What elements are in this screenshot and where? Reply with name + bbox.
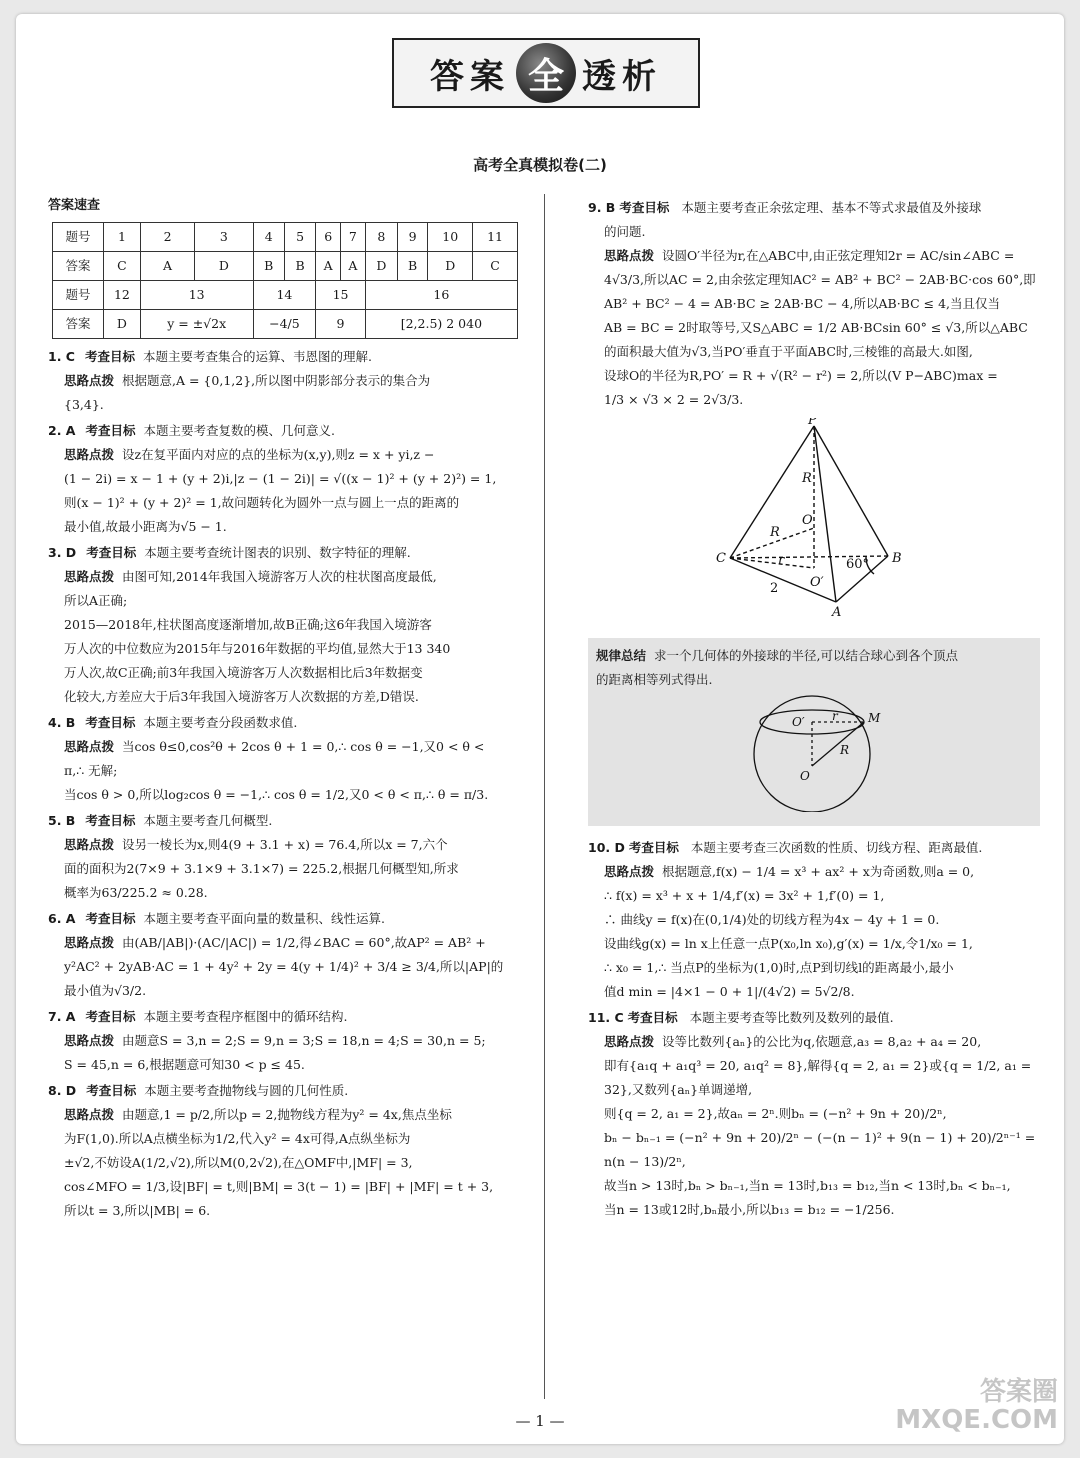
question-6 xyxy=(48,907,518,1003)
watermark-line: MXQE.COM xyxy=(895,1405,1058,1435)
solution-line: 由(AB/|AB|)·(AC/|AC|) = 1/2,得∠BAC = 60°,故AP² = AB² + xyxy=(122,935,486,950)
target-text: 本题主要考查几何概型. xyxy=(143,813,273,828)
hint-tag: 思路点拨 xyxy=(64,373,115,388)
solution-line: 值d min = |4×1 − 0 + 1|/(4√2) = 5√2/8. xyxy=(604,984,855,999)
hint-tag: 思路点拨 xyxy=(64,935,115,950)
solution-line: y²AC² + 2yAB·AC = 1 + 4y² + 2y = 4(y + 1/4)² + 3/4 ≥ 3/4,所以|AP|的 xyxy=(64,959,504,974)
table-cell: D xyxy=(428,252,473,281)
question-number: 3. D xyxy=(48,545,77,560)
table-cell: D xyxy=(104,310,141,339)
solution-line: 故当n > 13时,bₙ > bₙ₋₁,当n = 13时,b₁₃ = b₁₂,当n < 13时,bₙ < bₙ₋₁, xyxy=(604,1178,1011,1193)
hint-tag: 思路点拨 xyxy=(64,1107,115,1122)
header-emblem: 全 xyxy=(516,43,576,103)
solution-line: 万人次的中位数应为2015年与2016年数据的平均值,显然大于13 340 xyxy=(64,641,451,656)
hint-tag: 思路点拨 xyxy=(64,837,115,852)
solution-line: 当n = 13或12时,bₙ最小,所以b₁₃ = b₁₂ = −1/256. xyxy=(604,1202,895,1217)
label-r: R xyxy=(802,471,812,486)
question-11 xyxy=(588,1006,1040,1222)
solution-line: 1/3 × √3 × 2 = 2√3/3. xyxy=(604,392,744,407)
solution-line: cos∠MFO = 1/3,设|BF| = t,则|BM| = 3(t − 1) = |BF| + |MF| = t + 3, xyxy=(64,1179,494,1194)
target-tag: 考查目标 xyxy=(85,813,136,828)
question-number: 4. B xyxy=(48,715,76,730)
table-cell: 答案 xyxy=(53,252,104,281)
solution-line: 当cos θ > 0,所以log₂cos θ = −1,∴ cos θ = 1/2,又0 < θ < π,∴ θ = π/3. xyxy=(64,787,489,802)
question-1 xyxy=(48,345,518,417)
target-tag: 考查目标 xyxy=(619,200,670,215)
solution-line: 万人次,故C正确;前3年我国入境游客万人次数据相比后3年数据变 xyxy=(64,665,423,680)
edge-pb xyxy=(814,426,888,556)
solution-line: 则{q = 2, a₁ = 2},故aₙ = 2ⁿ.则bₙ = (−n² + 9n + 20)/2ⁿ, xyxy=(604,1106,947,1121)
label-m: M xyxy=(868,711,881,725)
target-tag: 考查目标 xyxy=(85,1009,136,1024)
table-row xyxy=(53,223,518,252)
target-tag: 考查目标 xyxy=(84,349,135,364)
solution-line: 由题意,1 = p/2,所以p = 2,抛物线方程为y² = 4x,焦点坐标 xyxy=(122,1107,452,1122)
table-cell: 10 xyxy=(428,223,473,252)
solution-line: 最小值,故最小距离为√5 − 1. xyxy=(64,519,227,534)
label-o: O xyxy=(802,513,813,528)
answer-table xyxy=(52,222,518,339)
table-cell: 7 xyxy=(341,223,366,252)
solution-line: 当cos θ≤0,cos²θ + 2cos θ + 1 = 0,∴ cos θ = −1,又0 < θ < xyxy=(122,739,485,754)
watermark-line: 答案圈 xyxy=(979,1377,1058,1407)
label-r2: R xyxy=(770,525,780,540)
solution-line: ∴ f(x) = x³ + x + 1/4,f′(x) = 3x² + 1,f′(0) = 1, xyxy=(604,888,885,903)
header-right-text: 透析 xyxy=(582,56,662,97)
solution-line: 为F(1,0).所以A点横坐标为1/2,代入y² = 4x可得,A点纵坐标为 xyxy=(64,1131,411,1146)
table-cell: 3 xyxy=(195,223,253,252)
table-cell: D xyxy=(365,252,397,281)
solution-line: 2015—2018年,柱状图高度逐渐增加,故B正确;这6年我国入境游客 xyxy=(64,617,432,632)
target-text: 本题主要考查复数的模、几何意义. xyxy=(143,423,335,438)
label-b: B xyxy=(892,551,902,566)
table-cell: 4 xyxy=(253,223,284,252)
pyramid-figure xyxy=(588,418,1028,618)
table-cell: B xyxy=(284,252,315,281)
solution-line: 所以t = 3,所以|MB| = 6. xyxy=(64,1203,211,1218)
watermark-logo xyxy=(858,1378,1058,1438)
question-number: 9. B xyxy=(588,200,616,215)
table-cell: 14 xyxy=(253,281,316,310)
solution-line: 所以A正确; xyxy=(64,593,128,608)
label-o-prime: O′ xyxy=(792,715,805,729)
hint-tag: 思路点拨 xyxy=(64,569,115,584)
table-cell: 11 xyxy=(473,223,518,252)
solution-line: bₙ − bₙ₋₁ = (−n² + 9n + 20)/2ⁿ − (−(n − 1)² + 9(n − 1) + 20)/2ⁿ⁻¹ = n(n − 13)/2ⁿ, xyxy=(604,1130,1036,1169)
table-cell: y = ±√2x xyxy=(140,310,253,339)
solution-line: 设另一棱长为x,则4(9 + 3.1 + x) = 76.4,所以x = 7,六个 xyxy=(122,837,448,852)
table-cell: C xyxy=(473,252,518,281)
question-number: 6. A xyxy=(48,911,76,926)
rule-summary-box xyxy=(588,638,1040,826)
label-p: P xyxy=(808,418,817,428)
solution-line: 4√3/3,所以AC = 2,由余弦定理知AC² = AB² + BC² − 2AB·BC·cos 60°,即 xyxy=(604,272,1036,287)
target-text: 本题主要考查分段函数求值. xyxy=(143,715,298,730)
table-cell: 题号 xyxy=(53,281,104,310)
solution-line: 设等比数列{aₙ}的公比为q,依题意,a₃ = 8,a₂ + a₄ = 20, xyxy=(662,1034,982,1049)
table-cell: 9 xyxy=(397,223,427,252)
table-row xyxy=(53,310,518,339)
solution-line: 设球O的半径为R,PO′ = R + √(R² − r²) = 2,所以(V P−ABC)max = xyxy=(604,368,998,383)
hint-tag: 思路点拨 xyxy=(64,739,115,754)
target-text: 的问题. xyxy=(604,224,646,239)
column-divider xyxy=(544,194,545,1399)
question-5 xyxy=(48,809,518,905)
question-number: 11. C xyxy=(588,1010,624,1025)
solution-line: S = 45,n = 6,根据题意可知30 < p ≤ 45. xyxy=(64,1057,305,1072)
label-a: A xyxy=(832,605,842,618)
question-number: 5. B xyxy=(48,813,76,828)
table-cell: 5 xyxy=(284,223,315,252)
header-banner xyxy=(392,38,700,108)
question-number: 10. D xyxy=(588,840,625,855)
question-10 xyxy=(588,836,1040,1004)
table-cell: 1 xyxy=(104,223,141,252)
solution-line: 面的面积为2(7×9 + 3.1×9 + 3.1×7) = 225.2,根据几何概型知,所求 xyxy=(64,861,459,876)
solution-line: 由图可知,2014年我国入境游客万人次的柱状图高度最低, xyxy=(122,569,437,584)
hint-tag: 思路点拨 xyxy=(604,1034,655,1049)
solution-line: {3,4}. xyxy=(64,397,104,412)
table-cell: 题号 xyxy=(53,223,104,252)
target-tag: 考查目标 xyxy=(85,423,136,438)
solution-line: ∴ 曲线y = f(x)在(0,1/4)处的切线方程为4x − 4y + 1 = 0. xyxy=(604,912,940,927)
solution-line: 由题意S = 3,n = 2;S = 9,n = 3;S = 18,n = 4;S = 30,n = 5; xyxy=(122,1033,486,1048)
solution-line: 设圆O′半径为r,在△ABC中,由正弦定理知2r = AC/sin∠ABC = xyxy=(662,248,1015,263)
target-text: 本题主要考查正余弦定理、基本不等式求最值及外接球 xyxy=(681,200,982,215)
label-angle: 60° xyxy=(846,557,870,572)
target-text: 本题主要考查平面向量的数量积、线性运算. xyxy=(143,911,385,926)
hint-tag: 思路点拨 xyxy=(64,447,115,462)
rule-text: 求一个几何体的外接球的半径,可以结合球心到各个顶点 xyxy=(654,648,958,663)
label-r-big: R xyxy=(840,743,850,757)
table-cell: −4/5 xyxy=(253,310,316,339)
solution-line: 则(x − 1)² + (y + 2)² = 1,故问题转化为圆外一点与圆上一点的距离的 xyxy=(64,495,460,510)
target-text: 本题主要考查统计图表的识别、数字特征的理解. xyxy=(144,545,411,560)
solution-line: (1 − 2i) = x − 1 + (y + 2)i,|z − (1 − 2i)| = √((x − 1)² + (y + 2)²) = 1, xyxy=(64,471,497,486)
label-o: O xyxy=(800,769,810,783)
solution-line: π,∴ 无解; xyxy=(64,763,118,778)
solution-line: 设曲线g(x) = ln x上任意一点P(x₀,ln x₀),g′(x) = 1/x,令1/x₀ = 1, xyxy=(604,936,973,951)
table-cell: 12 xyxy=(104,281,141,310)
table-cell: 15 xyxy=(316,281,365,310)
table-cell: 9 xyxy=(316,310,365,339)
page-number: — 1 — xyxy=(515,1412,565,1430)
label-r-small: r xyxy=(778,553,785,568)
target-text: 本题主要考查程序框图中的循环结构. xyxy=(143,1009,348,1024)
label-o-prime: O′ xyxy=(810,575,824,590)
table-cell: A xyxy=(341,252,366,281)
solution-line: 最小值为√3/2. xyxy=(64,983,147,998)
table-cell: A xyxy=(140,252,194,281)
solution-line: 根据题意,f(x) − 1/4 = x³ + ax² + x为奇函数,则a = 0, xyxy=(662,864,975,879)
solution-line: ±√2,不妨设A(1/2,√2),所以M(0,2√2),在△OMF中,|MF| = 3, xyxy=(64,1155,413,1170)
solution-line: 概率为63/225.2 ≈ 0.28. xyxy=(64,885,208,900)
answer-table-title: 答案速查 xyxy=(48,198,101,213)
target-text: 本题主要考查等比数列及数列的最值. xyxy=(689,1010,894,1025)
table-row xyxy=(53,281,518,310)
label-c: C xyxy=(716,551,726,566)
table-cell: 6 xyxy=(316,223,341,252)
solution-line: 设z在复平面内对应的点的坐标为(x,y),则z = x + yi,z − xyxy=(122,447,435,462)
table-cell: 16 xyxy=(365,281,517,310)
document-page xyxy=(16,14,1064,1444)
sphere-figure xyxy=(596,692,1026,812)
left-question-list xyxy=(48,345,518,1223)
solution-line: 化较大,方差应大于后3年我国入境游客万人次数据的方差,D错误. xyxy=(64,689,419,704)
left-column xyxy=(48,194,518,1223)
question-number: 7. A xyxy=(48,1009,76,1024)
target-text: 本题主要考查集合的运算、韦恩图的理解. xyxy=(143,349,372,364)
hint-tag: 思路点拨 xyxy=(604,864,655,879)
table-cell: [2,2.5) 2 040 xyxy=(365,310,517,339)
question-number: 8. D xyxy=(48,1083,77,1098)
target-tag: 考查目标 xyxy=(86,1083,137,1098)
solution-line: 的面积最大值为√3,当PO′垂直于平面ABC时,三棱锥的高最大.如图, xyxy=(604,344,973,359)
solution-line: ∴ x₀ = 1,∴ 当点P的坐标为(1,0)时,点P到切线l的距离最小,最小 xyxy=(604,960,954,975)
question-number: 1. C xyxy=(48,349,75,364)
solution-line: 即有{a₁q + a₁q³ = 20, a₁q² = 8},解得{q = 2, a₁ = 2}或{q = 1/2, a₁ = 32},又数列{aₙ}单调递增, xyxy=(604,1058,1032,1097)
hint-tag: 思路点拨 xyxy=(604,248,655,263)
question-number: 2. A xyxy=(48,423,76,438)
question-7 xyxy=(48,1005,518,1077)
label-two: 2 xyxy=(770,581,779,596)
rule-tag: 规律总结 xyxy=(596,648,647,663)
table-cell: C xyxy=(104,252,141,281)
solution-line: AB = BC = 2时取等号,又S△ABC = 1/2 AB·BCsin 60° ≤ √3,所以△ABC xyxy=(604,320,1028,335)
question-3 xyxy=(48,541,518,709)
target-tag: 考查目标 xyxy=(628,840,679,855)
solution-line: AB² + BC² − 4 = AB·BC ≥ 2AB·BC − 4,所以AB·BC ≤ 4,当且仅当 xyxy=(604,296,1001,311)
radius-big-line xyxy=(812,722,864,766)
target-tag: 考查目标 xyxy=(627,1010,678,1025)
right-column xyxy=(588,194,1040,1222)
table-cell: B xyxy=(253,252,284,281)
header-left-text: 答案 xyxy=(430,56,510,97)
target-text: 本题主要考查三次函数的性质、切线方程、距离最值. xyxy=(690,840,983,855)
table-cell: 答案 xyxy=(53,310,104,339)
label-r: r xyxy=(832,709,838,723)
table-cell: 8 xyxy=(365,223,397,252)
document-title: 高考全真模拟卷(二) xyxy=(473,156,607,174)
table-row xyxy=(53,252,518,281)
target-tag: 考查目标 xyxy=(86,545,137,560)
target-text: 本题主要考查抛物线与圆的几何性质. xyxy=(144,1083,349,1098)
table-cell: A xyxy=(316,252,341,281)
table-cell: 13 xyxy=(140,281,253,310)
solution-line: 根据题意,A = {0,1,2},所以图中阴影部分表示的集合为 xyxy=(122,373,431,388)
question-2 xyxy=(48,419,518,539)
question-4 xyxy=(48,711,518,807)
table-cell: B xyxy=(397,252,427,281)
target-tag: 考查目标 xyxy=(85,715,136,730)
table-cell: D xyxy=(195,252,253,281)
rule-text: 的距离相等列式得出. xyxy=(596,672,713,687)
target-tag: 考查目标 xyxy=(85,911,136,926)
question-9 xyxy=(588,196,1040,412)
hint-tag: 思路点拨 xyxy=(64,1033,115,1048)
question-8 xyxy=(48,1079,518,1223)
table-cell: 2 xyxy=(140,223,194,252)
